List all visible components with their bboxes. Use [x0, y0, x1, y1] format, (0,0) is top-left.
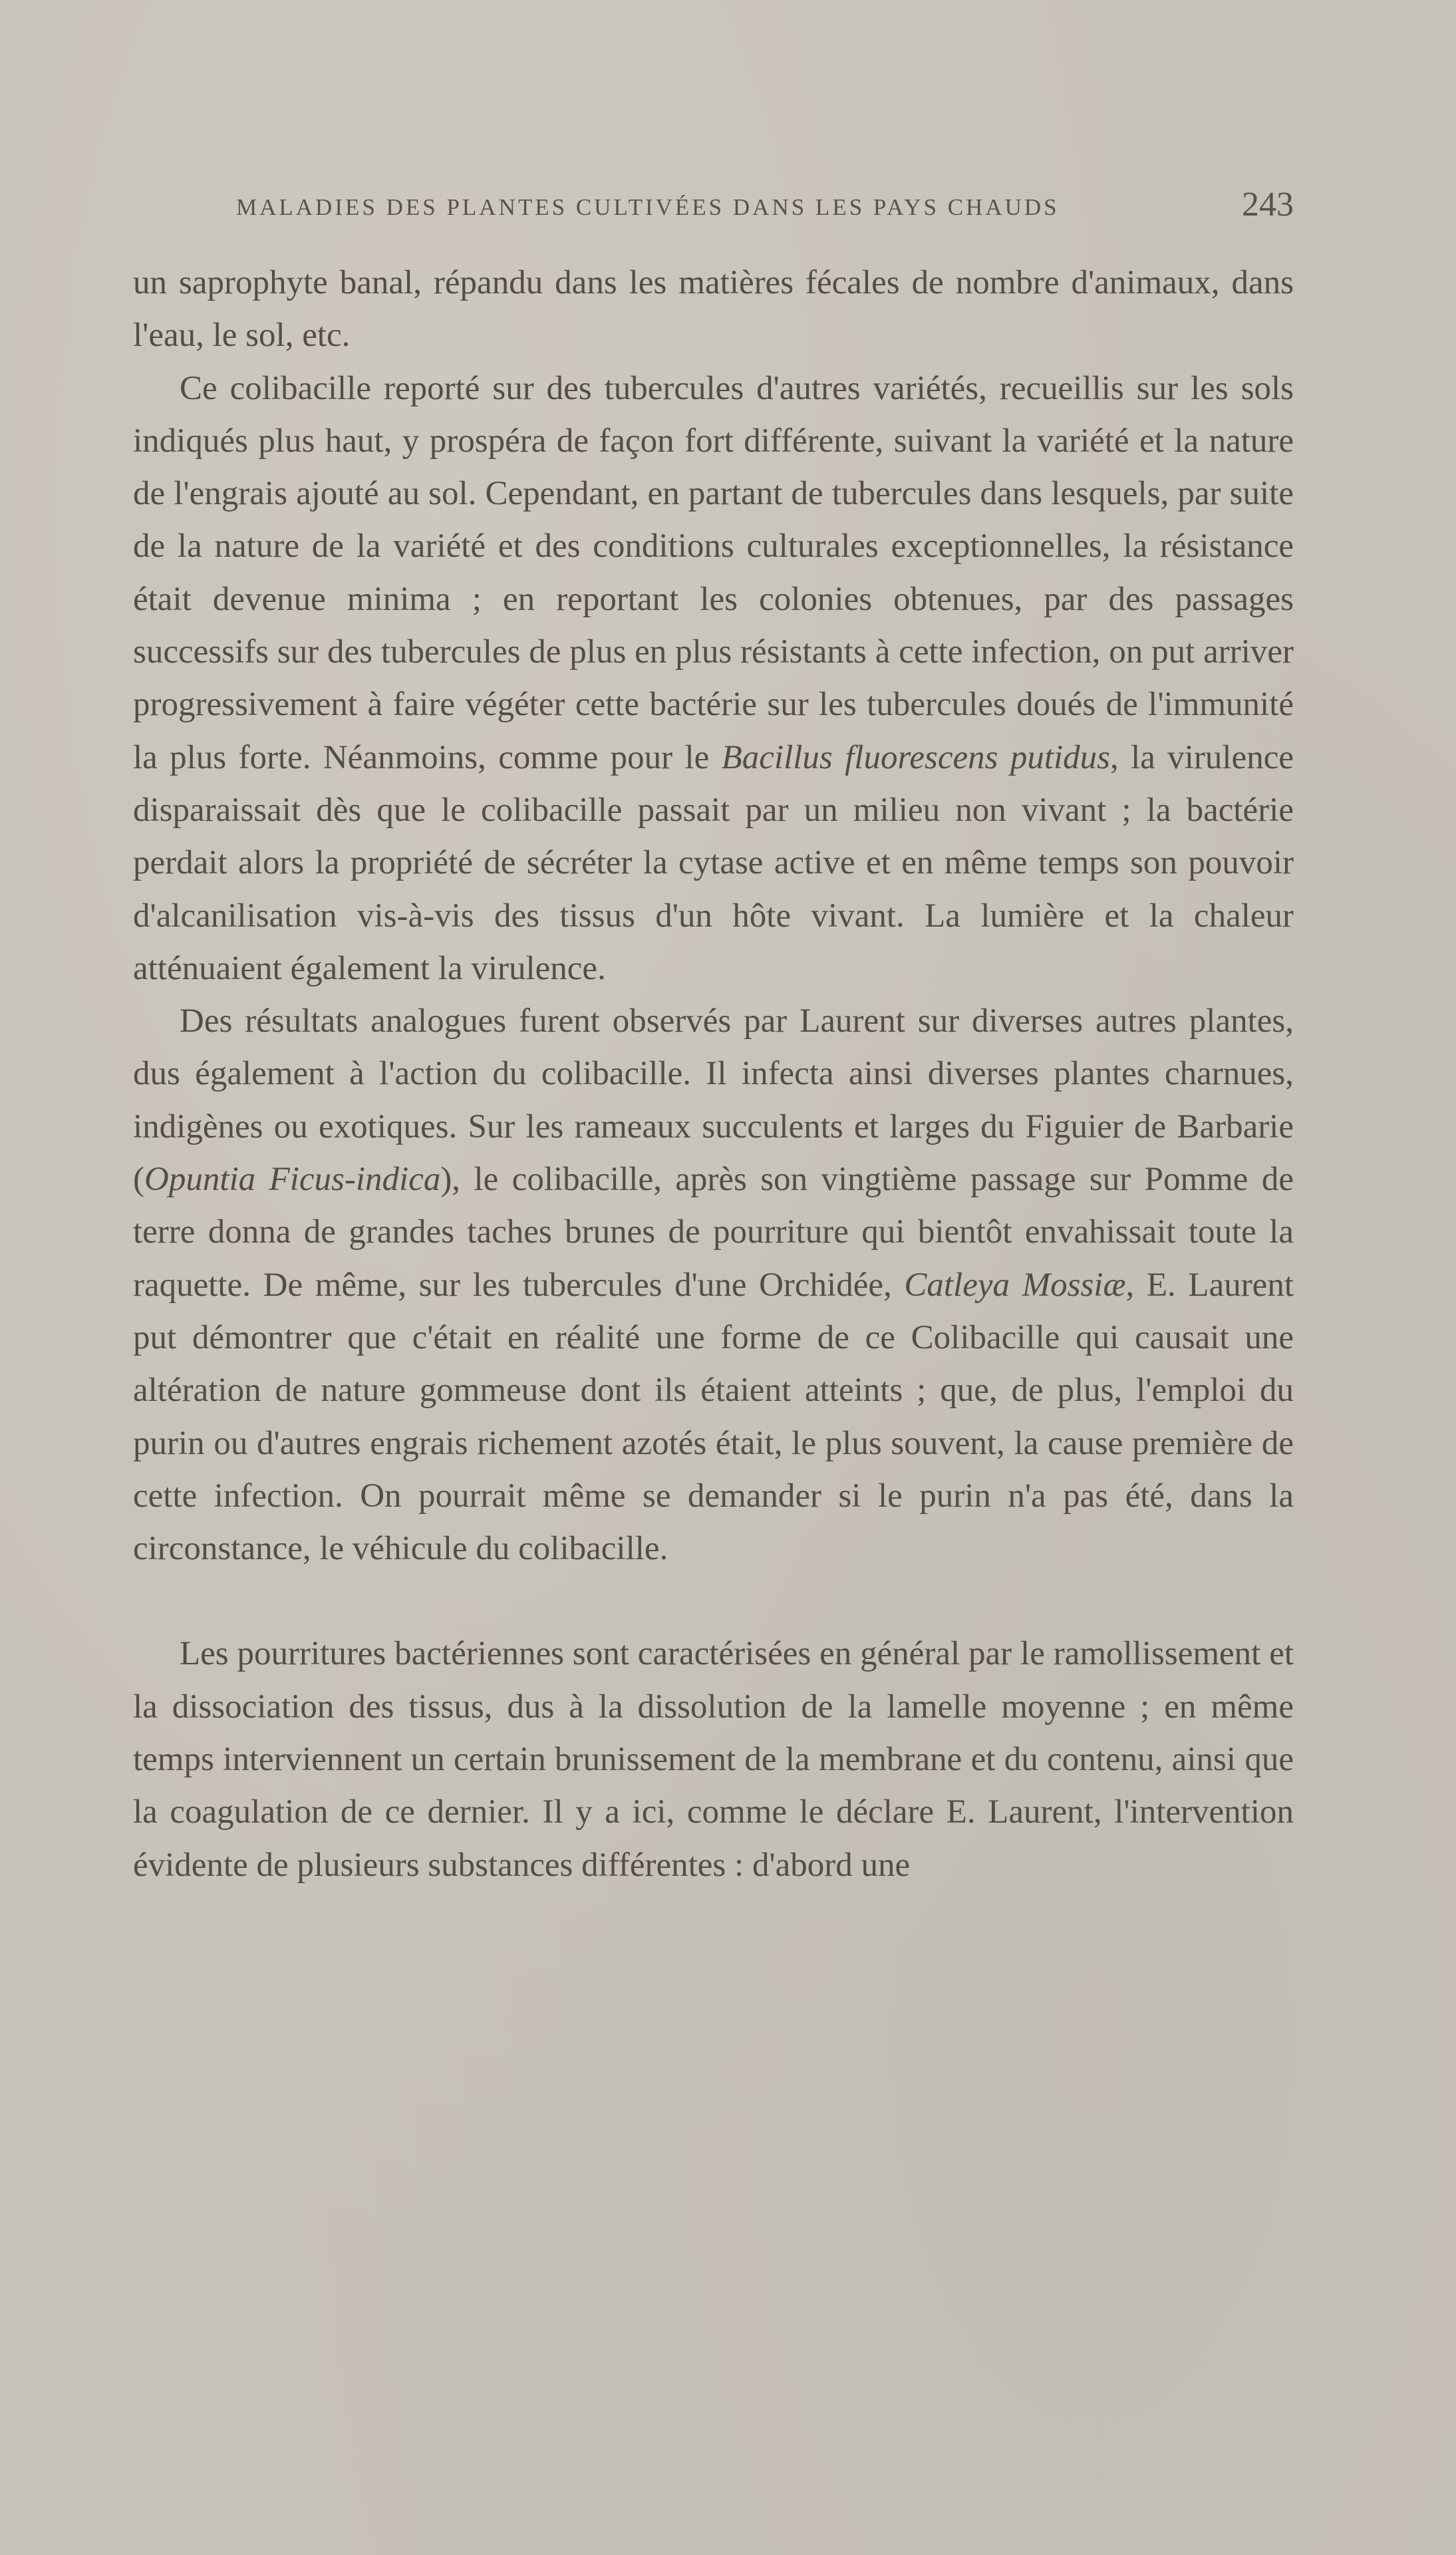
running-title: MALADIES DES PLANTES CULTIVÉES DANS LES PAYS CHAUDS — [236, 194, 1060, 220]
species-name-catleya: Catleya Mossiæ — [904, 1266, 1126, 1304]
text-run: , E. Laurent put démontrer que c'était en réalité une forme de ce Colibacille qui causait une altération de nature gommeuse dont ils étaient atteints ; que, de plus, l'emploi du purin ou d'autres engrais richement azotés était, le plus souvent, la cause première de cette infection. On pourrait même se demander si le purin n'a pas été, dans la circonstance, le véhicule du colibacille. — [133, 1266, 1294, 1568]
paragraph-laurent-resultats — [133, 995, 1294, 1575]
paragraph-colibacille-varietes — [133, 363, 1294, 996]
text-run: Les pourritures bactériennes sont caractérisées en général par le ramollissement et la dissociation des tissus, dus à la dissolution de la lamelle moyenne ; en même temps interviennent un certain brunissement de la membrane et du contenu, ainsi que la coagulation de ce dernier. Il y a ici, comme le déclare E. Laurent, l'intervention évidente de plusieurs substances différentes : d'abord une — [133, 1635, 1294, 1884]
book-page — [133, 185, 1294, 1892]
page-number: 243 — [1242, 186, 1294, 224]
species-name-opuntia: Opuntia Ficus-indica — [144, 1161, 441, 1199]
text-run: un saprophyte banal, répandu dans les matières fécales de nombre d'animaux, dans l'eau, le sol, etc. — [133, 264, 1294, 355]
text-run: , la virulence disparaissait dès que le colibacille passait par un milieu non vivant ; la bactérie perdait alors la propriété de sécréter la cytase active et en même temps son pouvoir d'alcanilisation vis-à-vis des tissus d'un hôte vivant. La lumière et la chaleur atténuaient également la virulence. — [133, 738, 1294, 987]
body-text — [133, 257, 1294, 1892]
text-run: Ce colibacille reporté sur des tubercules d'autres variétés, recueillis sur les sols indiqués plus haut, y prospéra de façon fort différente, suivant la variété et la nature de l'engrais ajouté au sol. Cependant, en partant de tubercules dans lesquels, par suite de la nature de la variété et des conditions culturales exceptionnelles, la résistance était devenue minima ; en reportant les colonies obtenues, par des passages successifs sur des tubercules de plus en plus résistants à cette infection, on put arriver progressivement à faire végéter cette bactérie sur les tubercules doués de l'immunité la plus forte. Néanmoins, comme pour le — [133, 369, 1294, 776]
running-header — [133, 185, 1294, 245]
text-run: Des résultats analogues furent observés par Laurent sur diverses autres plantes, dus également à l'action du colibacille. Il infecta ainsi diverses plantes charnues, indigènes ou exotiques. Sur les rameaux succulents et larges du Figuier de Barbarie ( — [133, 1002, 1294, 1199]
species-name-bacillus: Bacillus fluorescens putidus — [721, 738, 1111, 776]
paragraph-continuation — [133, 257, 1294, 363]
text-run: ), le colibacille, après son vingtième passage sur Pomme de terre donna de grandes taches brunes de pourriture qui bientôt envahissait toute la raquette. De même, sur les tubercules d'une Orchidée, — [133, 1161, 1294, 1304]
paragraph-pourritures — [133, 1628, 1294, 1891]
